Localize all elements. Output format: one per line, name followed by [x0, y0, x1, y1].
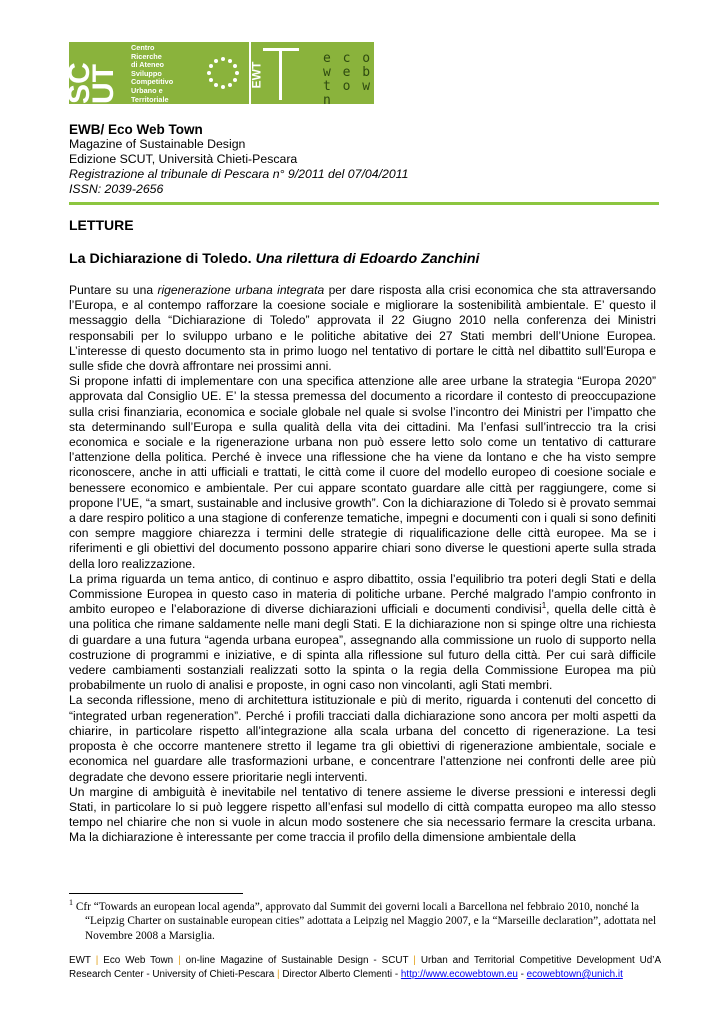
edition: Edizione SCUT, Università Chieti-Pescara — [69, 152, 298, 166]
logo-banner — [63, 42, 374, 108]
scut-line: Urbano e — [131, 85, 163, 95]
footnote-mark: 1 — [69, 898, 73, 908]
article-title — [69, 251, 479, 267]
footer-eco-web-town: Eco Web Town — [103, 955, 174, 966]
paragraph: Si propone infatti di implementare con una specifica attenzione alle aree urbane la strategia “Europa 2020” approvata dal Consiglio UE. E’ la stessa premessa del documento a ricordare il contesto di preoccupazione sulla crisi finanziaria, economica e sociale globale nel quale si svolse l’incontro dei Ministri per l’impatto che sta determinando sull’Europa e sulla qualità della vita dei cittadini. Ma l’enfasi sull’intreccio tra la crisi economica e sociale e la rigenerazione urbana non può essere letto solo come un tentativo di catturare l’attenzione della politica. Perché è invece una riflessione che ha viene da lontano e che ha visto sempre riconoscere, anche in atti ufficiali e trattati, le città come il cuore del modello europeo di coesione sociale e benessere economico e ambientale. Per cui appare scontato guardare alle città per raggiungere, come si propone l’UE, “a smart, sustainable and inclusive growth”. Con la dichiarazione di Toledo si è provato semmai a dare respiro politico a una stagione di conferenze tematiche, impegni e documenti con i quali si sono definiti con sempre maggiore chiarezza i termini delle strategie di riqualificazione delle città europee. Ma se i riferimenti e gli obiettivi del documento possono apparire chiari sono diverse le questioni aperte sulla strada della loro realizzazione. — [69, 374, 656, 571]
scut-line: Territoriale — [131, 94, 169, 104]
paragraph — [69, 283, 656, 374]
footer-ewt: EWT — [69, 955, 91, 966]
eco-line: e c o — [323, 51, 373, 66]
scut-description — [129, 42, 197, 104]
text-run: La prima riguarda un tema antico, di continuo e aspro dibattito, ossia l’equilibrio tra poteri degli Stati e della Commissione Europea in questo caso in materia di politiche urbane. Perché malgrado l’ampio confronto in ambito europeo e l’elaborazione di diverse dichiarazioni ufficiali e documenti condivisi — [69, 571, 656, 617]
scut-logo-mark — [63, 42, 129, 104]
footnote — [69, 900, 659, 943]
paragraph: Un margine di ambiguità è inevitabile nel tentativo di tenere assieme le diverse pressioni e interessi degli Stati, in particolare lo si può leggere rispetto all’enfasi sul modello di città compatta europeo ma allo stesso tempo nel chiarire che non si vuole in alcun modo sostenere che sia necessario fermare la crescita urbana. Ma la dichiarazione è interessante per come traccia il profilo della dimensione ambientale della — [69, 784, 656, 845]
text-run: per dare risposta alla crisi economica che sta attraversando l’Europa, e al contempo rafforzare la coesione sociale e migliorare la sostenibilità ambientale. E’ questo il messaggio della “Dichiarazione di Toledo” approvata il 22 Giugno 2010 nella conferenza dei Ministri responsabili per lo sviluppo urbano e le politiche abitative dei 27 Stati membri dell’Unione Europea. L’interesse di questo documento sta in primo luogo nel tentativo di portare le città nel dibattito sull’Europa e sulle sfide che dovrà affrontare nei prossimi anni. — [69, 283, 656, 374]
paragraph — [69, 572, 656, 694]
footnote-text: Cfr “Towards an european local agenda”, approvato dal Summit dei governi locali a Barcellona nel febbraio 2010, nonché la “Leipzig Charter on sustainable european cities” adottata a Leipzig nel Maggio 2007, e la “Marseille declaration”, adottata nel Novembre 2008 a Marsiglia. — [73, 901, 657, 942]
green-divider — [69, 202, 659, 205]
article-body — [69, 283, 656, 846]
eco-line: t o w n — [323, 79, 373, 108]
footer-separator: | — [277, 968, 280, 980]
article-title-author: Una rilettura di Edoardo Zanchini — [255, 251, 480, 267]
footnote-divider — [69, 893, 243, 894]
footer-magazine: on-line Magazine of Sustainable Design - SCUT — [185, 955, 409, 966]
eu-stars-icon — [197, 42, 249, 104]
magazine-title: EWB/ Eco Web Town — [69, 122, 203, 137]
svg-text:SC: SC — [63, 62, 96, 104]
footer-separator: | — [95, 955, 99, 966]
ewt-logo — [249, 42, 309, 104]
website-link[interactable]: http://www.ecowebtown.eu — [400, 968, 518, 980]
email-link[interactable]: ecowebtown@unich.it — [526, 968, 623, 980]
footer-research-center: Urban and Territorial Competitive Development Ud’A Research Center - University of Chieti-Pescara — [69, 955, 662, 980]
page-footer — [69, 954, 661, 982]
footer-director: Director Alberto Clementi - — [282, 968, 399, 980]
eco-line: w e b — [323, 65, 373, 80]
issn: ISSN: 2039-2656 — [69, 182, 164, 196]
ewt-mark: EWT — [249, 61, 264, 89]
scut-line: di Ateneo — [131, 60, 164, 70]
article-title-main: La Dichiarazione di Toledo. — [69, 251, 252, 267]
footer-dash: - — [520, 968, 524, 980]
masthead — [69, 122, 659, 197]
scut-line: Ricerche — [131, 51, 162, 61]
paragraph: La seconda riflessione, meno di architettura istituzionale e più di merito, riguarda i contenuti del concetto di “integrated urban regeneration”. Perché i profili tracciati dalla dichiarazione sono ancora per molti aspetti da chiarire, in particolare rispetto all’integrazione alla scala urbana del concetto di rigenerazione. La tesi proposta è che occorre mantenere stretto il legame tra gli obiettivi di rigenerazione ambientale, sociale e economica nel guardare alle trasformazioni urbane, e concentrare l’attenzione nei confronti delle aree più degradate che devono essere prioritarie negli interventi. — [69, 693, 656, 784]
svg-text:UT: UT — [87, 64, 120, 104]
scut-line: Competitivo — [131, 77, 174, 87]
scut-line: Centro — [131, 43, 155, 52]
footer-separator: | — [413, 955, 416, 966]
text-run: , quella delle città è una politica che rimane saldamente nelle mani degli Stati. E la dichiarazione non si spinge oltre una richiesta di guardare a una futura “agenda urbana europea”, assegnando alla commissione un ruolo di supporto nella costruzione di programmi e iniziative, e di spinta alla riflessione sul futuro della città. Per cui sarà difficile vedere cambiamenti sostanziali realizzati sotto la spinta o la regia della Commissione Europea ma più probabilmente un ruolo di analisi e proposte, in ogni caso non vincolanti, agli Stati membri. — [69, 602, 656, 693]
text-run: Puntare su una — [69, 283, 158, 297]
eco-web-town-wordmark — [309, 42, 374, 108]
footnote-ref[interactable]: 1 — [541, 601, 547, 611]
footer-separator: | — [178, 955, 181, 966]
ewt-t-icon — [263, 46, 299, 100]
magazine-subtitle: Magazine of Sustainable Design — [69, 137, 246, 151]
emphasis: rigenerazione urbana integrata — [157, 283, 325, 297]
scut-logo — [63, 42, 129, 104]
section-heading: LETTURE — [69, 217, 134, 233]
registration: Registrazione al tribunale di Pescara n° 9/2011 del 07/04/2011 — [69, 167, 409, 181]
scut-line: Sviluppo — [131, 68, 162, 78]
